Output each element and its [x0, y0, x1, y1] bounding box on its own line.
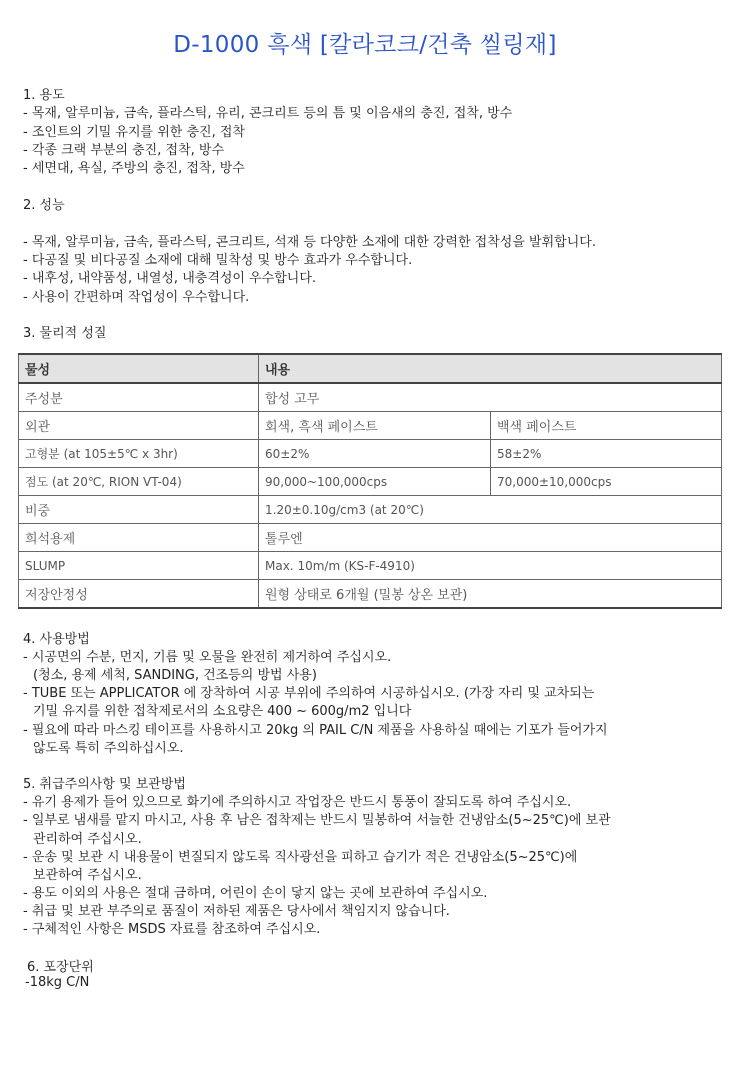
property-value-alt: 70,000±10,000cps [491, 468, 722, 496]
section-usage-heading: 1. 용도 [23, 88, 65, 103]
list-item: - TUBE 또는 APPLICATOR 에 장착하여 시공 부위에 주의하여 시공하십시오. (가장 자리 및 교차되는 [23, 686, 595, 701]
table-row [19, 440, 722, 468]
list-item: - 사용이 간편하며 작업성이 우수합니다. [23, 290, 250, 305]
property-value: 1.20±0.10g/cm3 (at 20℃) [259, 496, 722, 524]
property-value: 회색, 흑색 페이스트 [259, 412, 491, 440]
property-label: 점도 (at 20℃, RION VT-04) [19, 468, 259, 496]
page-title: D-1000 흑색 [칼라코크/건축 씰링재] [173, 32, 557, 58]
list-item: 않도록 특히 주의하십시오. [33, 741, 184, 756]
table-row [19, 580, 722, 609]
table-row [19, 524, 722, 552]
table-row [19, 552, 722, 580]
list-item: - 목재, 알루미늄, 금속, 플라스틱, 콘크리트, 석재 등 다양한 소재에 대한 강력한 접착성을 발휘합니다. [23, 235, 596, 250]
list-item: - 취급 및 보관 부주의로 품질이 저하된 제품은 당사에서 책임지지 않습니다. [23, 904, 450, 919]
property-value: 90,000~100,000cps [259, 468, 491, 496]
property-label: 고형분 (at 105±5℃ x 3hr) [19, 440, 259, 468]
header-content: 내용 [259, 354, 722, 383]
property-value-alt: 58±2% [491, 440, 722, 468]
section-method-heading: 4. 사용방법 [23, 632, 90, 647]
property-label: 주성분 [19, 383, 259, 412]
list-item: - 다공질 및 비다공질 소재에 대해 밀착성 및 방수 효과가 우수합니다. [23, 253, 413, 268]
list-item: - 구체적인 사항은 MSDS 자료를 참조하여 주십시오. [23, 922, 321, 937]
list-item: (청소, 용제 세척, SANDING, 건조등의 방법 사용) [33, 668, 317, 683]
section-packaging-heading: 6. 포장단위 [27, 960, 94, 975]
property-label: 저장안정성 [19, 580, 259, 609]
list-item: - 시공면의 수분, 먼지, 기름 및 오물을 완전히 제거하여 주십시오. [23, 650, 392, 665]
property-value: 합성 고무 [259, 383, 722, 412]
list-item: - 일부로 냄새를 맡지 마시고, 사용 후 남은 접착제는 반드시 밀봉하여 서늘한 건냉암소(5~25℃)에 보관 [23, 813, 611, 828]
list-item: - 용도 이외의 사용은 절대 금하며, 어린이 손이 닿지 않는 곳에 보관하여 주십시오. [23, 886, 488, 901]
list-item: - 유기 용제가 들어 있으므로 화기에 주의하시고 작업장은 반드시 통풍이 잘되도록 하여 주십시오. [23, 795, 572, 810]
packaging-value: -18kg C/N [25, 975, 90, 990]
property-label: 비중 [19, 496, 259, 524]
section-properties-heading: 3. 물리적 성질 [23, 326, 107, 341]
list-item: - 목재, 알루미늄, 금속, 플라스틱, 유리, 콘크리트 등의 틈 및 이음새의 충진, 접착, 방수 [23, 106, 513, 121]
section-handling-heading: 5. 취급주의사항 및 보관방법 [23, 777, 186, 792]
list-item: 기밀 유지를 위한 접착제로서의 소요량은 400 ~ 600g/m2 입니다 [33, 704, 412, 719]
property-label: 외관 [19, 412, 259, 440]
list-item: - 세면대, 욕실, 주방의 충진, 접착, 방수 [23, 161, 245, 176]
properties-table [18, 353, 722, 609]
section-performance-heading: 2. 성능 [23, 198, 65, 213]
property-label: 희석용제 [19, 524, 259, 552]
table-row [19, 383, 722, 412]
property-label: SLUMP [19, 552, 259, 580]
table-row [19, 412, 722, 440]
list-item: - 각종 크랙 부분의 충진, 접착, 방수 [23, 143, 225, 158]
header-property: 물성 [19, 354, 259, 383]
property-value: 원형 상태로 6개월 (밀봉 상온 보관) [259, 580, 722, 609]
property-value: 60±2% [259, 440, 491, 468]
table-header-row [19, 354, 722, 383]
property-value-alt: 백색 페이스트 [491, 412, 722, 440]
list-item: - 조인트의 기밀 유지를 위한 충진, 접착 [23, 125, 245, 140]
list-item: - 운송 및 보관 시 내용물이 변질되지 않도록 직사광선을 피하고 습기가 적은 건냉암소(5~25℃)에 [23, 850, 578, 865]
list-item: 관리하여 주십시오. [33, 832, 142, 847]
list-item: 보관하여 주십시오. [33, 868, 142, 883]
table-row [19, 496, 722, 524]
table-row [19, 468, 722, 496]
property-value: Max. 10m/m (KS-F-4910) [259, 552, 722, 580]
list-item: - 필요에 따라 마스킹 테이프를 사용하시고 20kg 의 PAIL C/N 제품을 사용하실 때에는 기포가 들어가지 [23, 723, 608, 738]
property-value: 톨루엔 [259, 524, 722, 552]
list-item: - 내후성, 내약품성, 내열성, 내충격성이 우수합니다. [23, 271, 317, 286]
